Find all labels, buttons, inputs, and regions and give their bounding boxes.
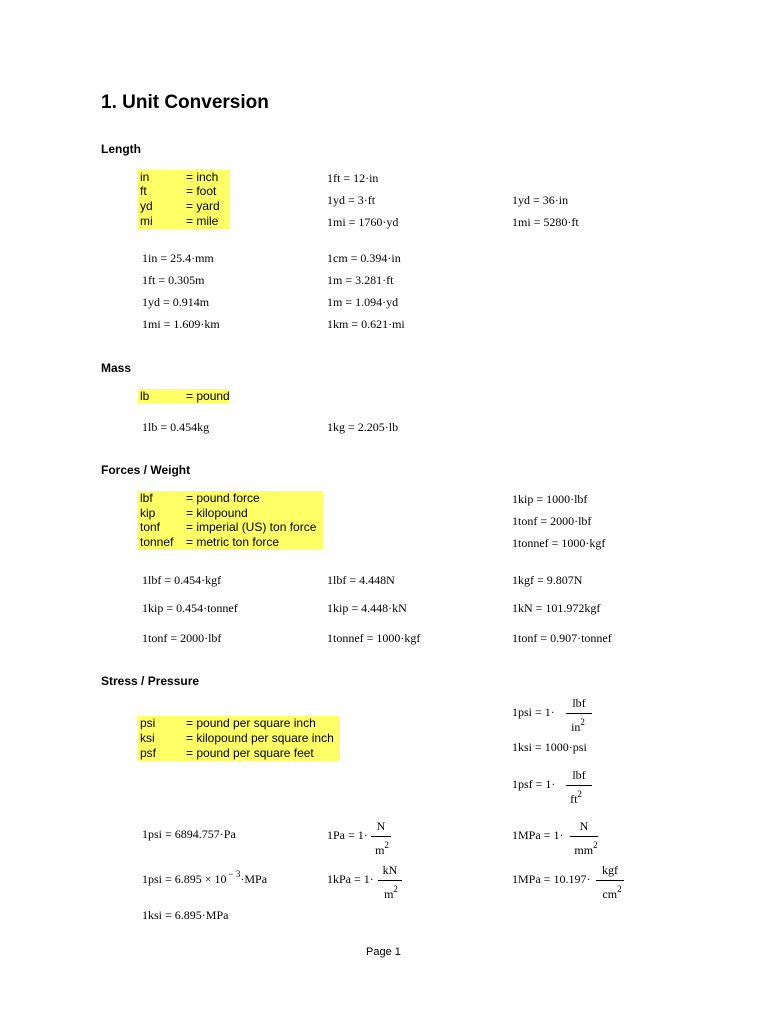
equation-prefix: 1MPa = 10.197·: [512, 872, 591, 886]
equation-prefix: 1kPa = 1·: [327, 872, 374, 886]
equation-ksi-psi: 1ksi = 1000·psi: [512, 740, 587, 754]
equation-mpa-fraction: [512, 819, 602, 863]
equation-psi-fraction: [512, 696, 592, 740]
description: = yard: [186, 199, 220, 213]
description: = pound per square feet: [186, 746, 314, 760]
abbr: tonf: [140, 520, 161, 534]
equation-prefix: 1Pa = 1·: [327, 828, 368, 842]
equation-ft-in: 1ft = 12·in: [327, 171, 379, 185]
equation-km-mi: 1km = 0.621·mi: [327, 317, 405, 331]
description: = mile: [186, 214, 219, 228]
equation-kip-tonnef: 1kip = 0.454·tonnef: [142, 601, 238, 615]
denominator-base: mm: [574, 843, 594, 857]
equation-lbf-n: 1lbf = 4.448N: [327, 573, 395, 587]
equation-cm-in: 1cm = 0.394·in: [327, 251, 401, 265]
numerator: lbf: [572, 696, 586, 710]
equation-kn-kgf: 1kN = 101.972kgf: [512, 601, 601, 615]
abbr: lb: [140, 389, 150, 403]
section-heading-forces: Forces / Weight: [101, 463, 191, 477]
numerator: kN: [382, 863, 398, 877]
denominator: [594, 884, 630, 902]
section-heading-mass: Mass: [101, 361, 132, 375]
denominator-exponent: 2: [577, 789, 582, 799]
denominator-base: ft: [570, 792, 578, 806]
description: = inch: [186, 170, 219, 184]
equation-yd-ft: 1yd = 3·ft: [327, 193, 376, 207]
equation-exponent: − 3: [228, 869, 241, 879]
equation-tonnef-kgf: 1tonnef = 1000·kgf: [512, 536, 606, 550]
equation-mi-yd: 1mi = 1760·yd: [327, 215, 399, 229]
equation-mpa-kgf-fraction: [512, 863, 632, 907]
equation-ft-m: 1ft = 0.305m: [142, 273, 205, 287]
section-heading-length: Length: [101, 142, 141, 156]
equation-pa-fraction: [327, 819, 397, 863]
denominator: [560, 789, 592, 807]
abbr: yd: [140, 199, 153, 213]
denominator-base: m: [375, 843, 385, 857]
numerator: kgf: [602, 863, 618, 877]
description: = imperial (US) ton force: [186, 520, 317, 534]
equation-psf-fraction: [512, 768, 592, 812]
fraction-bar: [566, 713, 592, 714]
equation-lbf-kgf: 1lbf = 0.454·kgf: [142, 573, 222, 587]
denominator: [377, 884, 405, 902]
equation-tonnef-kgf-2: 1tonnef = 1000·kgf: [327, 631, 421, 645]
equation-yd-in: 1yd = 36·in: [512, 193, 569, 207]
abbr: mi: [140, 214, 153, 228]
equation-kgf-n: 1kgf = 9.807N: [512, 573, 583, 587]
equation-prefix: 1psi = 1·: [512, 705, 555, 719]
equation-in-mm: 1in = 25.4·mm: [142, 251, 214, 265]
equation-yd-m: 1yd = 0.914m: [142, 295, 210, 309]
denominator-base: in: [571, 720, 581, 734]
equation-prefix: 1psf = 1·: [512, 777, 556, 791]
abbr: lbf: [140, 491, 153, 505]
equation-mi-km: 1mi = 1.609·km: [142, 317, 220, 331]
equation-m-yd: 1m = 1.094·yd: [327, 295, 399, 309]
denominator: [562, 717, 594, 735]
page-number: Page 1: [366, 946, 401, 958]
equation-kip-kn: 1kip = 4.448·kN: [327, 601, 407, 615]
equation-kpa-fraction: [327, 863, 407, 907]
abbr: tonnef: [140, 535, 174, 549]
denominator-exponent: 2: [617, 884, 622, 894]
equation-lb-kg: 1lb = 0.454kg: [142, 420, 210, 434]
equation-psi-mpa: [142, 869, 268, 887]
equation-psi-pa: 1psi = 6894.757·Pa: [142, 827, 236, 841]
fraction-bar: [371, 836, 391, 837]
description: = foot: [186, 184, 217, 198]
fraction-bar: [596, 880, 624, 881]
abbr: ft: [140, 184, 147, 198]
equation-tonf-tonnef: 1tonf = 0.907·tonnef: [512, 631, 612, 645]
fraction-bar: [570, 836, 598, 837]
equation-tonf-lbf-2: 1tonf = 2000·lbf: [142, 631, 222, 645]
abbr: ksi: [140, 731, 155, 745]
equation-prefix: 1MPa = 1·: [512, 828, 564, 842]
equation-ksi-mpa: 1ksi = 6.895·MPa: [142, 908, 229, 922]
denominator-exponent: 2: [580, 717, 585, 727]
description: = kilopound: [186, 506, 248, 520]
section-heading-stress: Stress / Pressure: [101, 674, 200, 688]
equation-tonf-lbf: 1tonf = 2000·lbf: [512, 514, 592, 528]
denominator-base: m: [384, 887, 394, 901]
fraction-bar: [566, 785, 592, 786]
equation-m-ft: 1m = 3.281·ft: [327, 273, 394, 287]
denominator: [568, 840, 604, 858]
numerator: lbf: [572, 768, 586, 782]
equation-unit: ·MPa: [240, 872, 268, 886]
equation-base: 1psi = 6.895 × 10: [142, 872, 227, 886]
fraction-bar: [378, 880, 402, 881]
description: = metric ton force: [186, 535, 280, 549]
description: = pound force: [186, 491, 260, 505]
denominator-exponent: 2: [393, 884, 398, 894]
description: = pound: [186, 389, 230, 403]
denominator: [369, 840, 395, 858]
description: = pound per square inch: [186, 716, 316, 730]
denominator-base: cm: [602, 887, 618, 901]
abbr: kip: [140, 506, 156, 520]
abbr: in: [140, 170, 150, 184]
numerator: N: [579, 819, 589, 833]
page-title: 1. Unit Conversion: [101, 92, 269, 113]
equation-mi-ft: 1mi = 5280·ft: [512, 215, 579, 229]
denominator-exponent: 2: [384, 840, 389, 850]
numerator: N: [376, 819, 386, 833]
denominator-exponent: 2: [593, 840, 598, 850]
equation-kip-lbf: 1kip = 1000·lbf: [512, 492, 588, 506]
equation-kg-lb: 1kg = 2.205·lb: [327, 420, 399, 434]
description: = kilopound per square inch: [186, 731, 334, 745]
abbr: psf: [140, 746, 157, 760]
abbr: psi: [140, 716, 156, 730]
